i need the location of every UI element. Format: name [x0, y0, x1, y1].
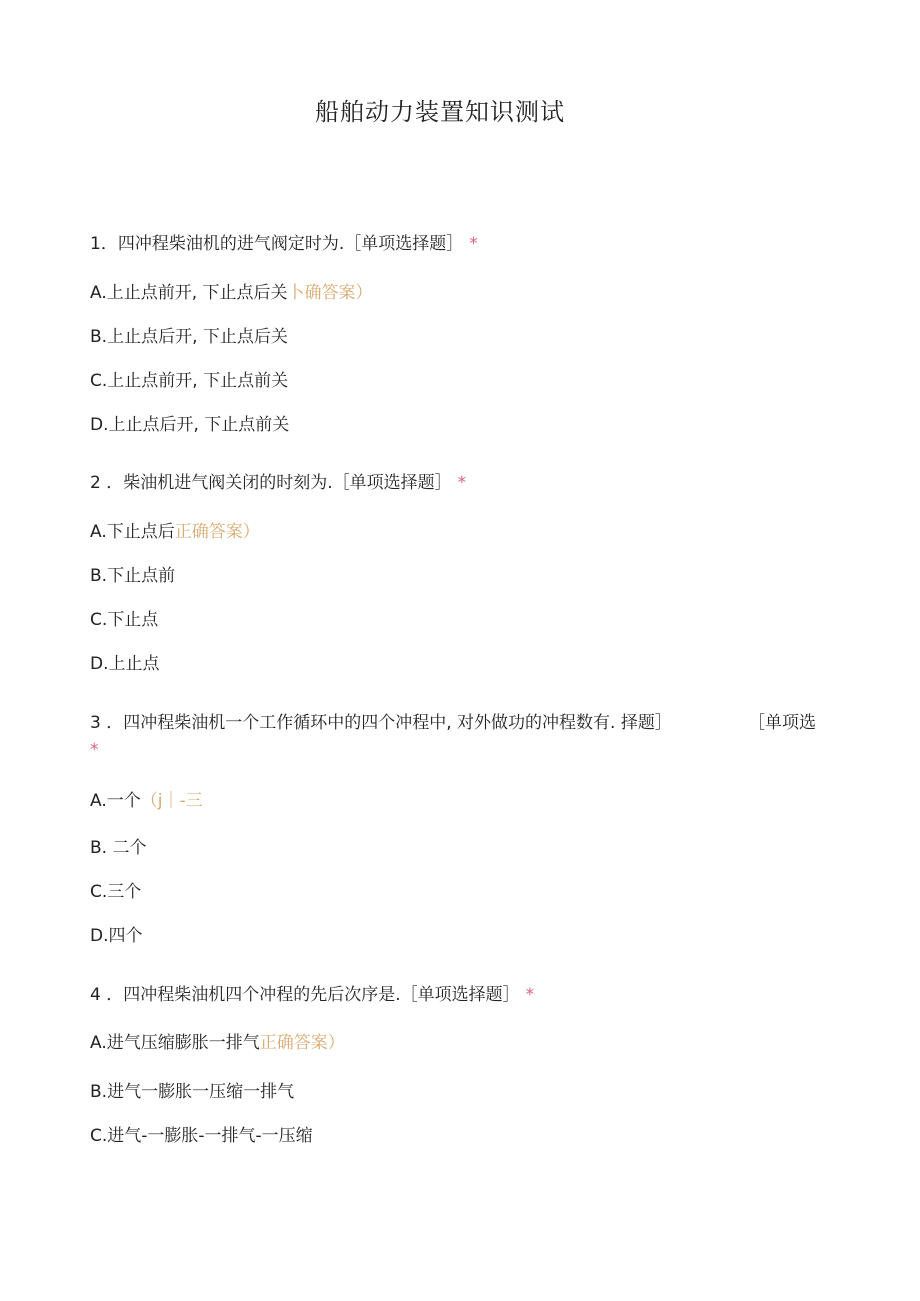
question-text: 2 ．柴油机进气阀关闭的时刻为.［单项选择题］ — [90, 473, 452, 493]
question-2-option-d[interactable] — [90, 652, 160, 676]
option-text: D.上止点 — [90, 654, 160, 674]
question-3-stem-tail: ［单项选 — [748, 713, 816, 733]
question-1-option-b[interactable] — [90, 325, 288, 349]
option-text: A.下止点后 — [90, 522, 175, 542]
answer-note: （j｜-三 — [140, 791, 203, 811]
question-2-stem — [90, 471, 466, 495]
option-text: B. 二个 — [90, 838, 147, 858]
page-title: 船舶动力装置知识测试 — [315, 98, 565, 126]
option-text: A.一个 — [90, 791, 141, 811]
question-1-option-a[interactable] — [90, 281, 373, 305]
required-mark: * — [457, 473, 467, 493]
option-text: D.四个 — [90, 926, 143, 946]
option-text: C.上止点前开, 下止点前关 — [90, 371, 289, 391]
question-text: 4 ．四冲程柴油机四个冲程的先后次序是.［单项选择题］ — [90, 985, 520, 1005]
option-text: A.上止点前开, 下止点后关 — [90, 283, 288, 303]
answer-note: 正确答案） — [259, 1033, 345, 1053]
required-mark: * — [90, 740, 99, 760]
question-2-option-b[interactable] — [90, 564, 175, 588]
question-text: 3 ．四冲程柴油机一个工作循环中的四个冲程中, 对外做功的冲程数有. 择题］ — [90, 713, 672, 733]
question-3-option-c[interactable] — [90, 880, 141, 904]
option-text: B.上止点后开, 下止点后关 — [90, 327, 288, 347]
question-3-option-a[interactable] — [90, 789, 203, 813]
option-text: B.下止点前 — [90, 566, 176, 586]
required-mark: * — [469, 234, 478, 254]
question-3-option-d[interactable] — [90, 924, 143, 948]
question-2-option-a[interactable] — [90, 520, 260, 544]
question-1-option-c[interactable] — [90, 369, 288, 393]
question-1-option-d[interactable] — [90, 413, 289, 437]
answer-note: 正确答案） — [174, 522, 260, 542]
option-text: C.进气-一膨胀-一排气-一压缩 — [90, 1126, 313, 1146]
option-text: D.上止点后开, 下止点前关 — [90, 415, 290, 435]
question-text: 1．四冲程柴油机的进气阀定时为.［单项选择题］ — [90, 234, 464, 254]
question-4-option-b[interactable] — [90, 1080, 294, 1104]
option-text: C.三个 — [90, 882, 142, 902]
required-mark: * — [525, 985, 535, 1005]
question-3-stem — [90, 711, 672, 735]
option-text: A.进气压缩膨胀一排气 — [90, 1033, 260, 1053]
option-text: C.下止点 — [90, 610, 159, 630]
question-4-option-c[interactable] — [90, 1124, 313, 1148]
question-4-option-a[interactable] — [90, 1031, 345, 1055]
question-2-option-c[interactable] — [90, 608, 158, 632]
option-text: B.进气一膨胀一压缩一排气 — [90, 1082, 295, 1102]
question-4-stem — [90, 983, 534, 1007]
answer-note: 卜确答案） — [287, 283, 373, 303]
question-1-stem — [90, 232, 478, 256]
question-3-option-b[interactable] — [90, 836, 146, 860]
